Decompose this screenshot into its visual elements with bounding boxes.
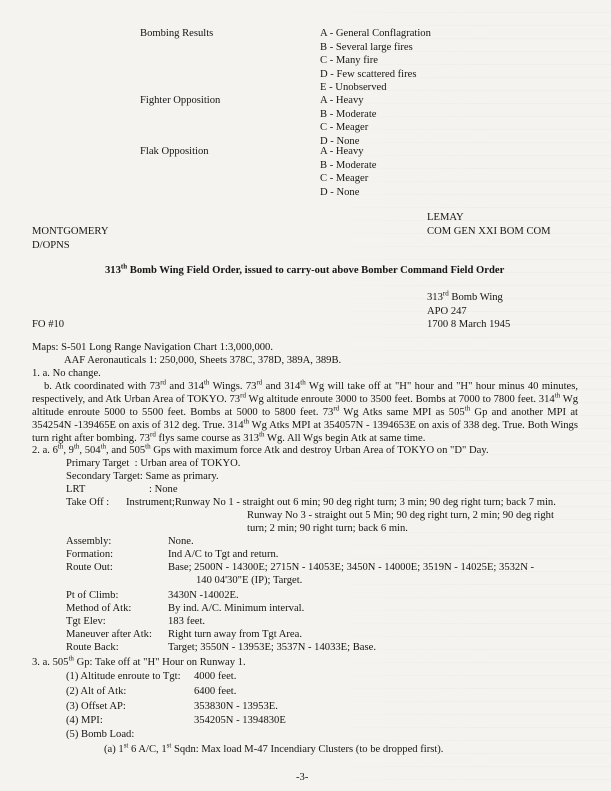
takeoff-line: Instrument;Runway No 1 - straight out 6 min; 90 deg right turn; 3 min; 90 deg right turn; back 7 min.: [126, 497, 556, 508]
rating-label-fighter: Fighter Opposition: [140, 95, 221, 106]
detail-value: 3430N -14002E.: [168, 590, 239, 601]
para-3a: 3. a. 505th Gp: Take off at "H" Hour on Runway 1.: [32, 654, 246, 668]
takeoff-line: Runway No 3 - straight out 5 Min; 90 deg right turn, 2 min; 90 deg right: [247, 510, 554, 521]
detail-label: Tgt Elev:: [66, 616, 106, 627]
page-number: -3-: [296, 772, 309, 783]
detail-value: Base; 2500N - 14300E; 2715N - 14053E; 3450N - 14000E; 3519N - 14025E; 3532N -: [168, 562, 535, 573]
detail-value: By ind. A/C. Minimum interval.: [168, 603, 305, 614]
detail-label: Route Back:: [66, 642, 119, 653]
sub-item-label: (1) Altitude enroute to Tgt:: [66, 671, 181, 682]
wing-name: [427, 291, 503, 304]
rating-option: C - Meager: [320, 122, 369, 133]
target-lrt-value: : None: [149, 484, 178, 495]
sub-item-label: (2) Alt of Atk:: [66, 686, 127, 697]
rating-option: B - Moderate: [320, 159, 377, 171]
sub-item-value: 6400 feet.: [194, 686, 237, 697]
wing-label: Bomb Wing: [448, 292, 503, 303]
para-1b: b. Atk coordinated with 73rd and 314th Wings. 73rd and 314th Wg will take off at "H" hour and "H" hour minus 40 minutes, respectively, and Atk Urban Area of TOKYO. 73rd Wg altitude enroute 3000 to 3500 feet. Bombs at 7000 to 7800 feet. 314th Wg altitude enroute 5000 to 5500 feet. Bombs at 5000 to 5800 feet. 73rd Wg Atks same MPI as 505th Gp and another MPI at 354254N -139465E on axis of 312 deg. True. 314th Wg Atks MPI at 354057N - 1394653E on axis of 338 deg. True. Both Wings turn right after bombing. 73rd flys same course as 313th Wg. All Wgs begin Atk at same time.: [32, 378, 579, 444]
detail-value: Right turn away from Tgt Area.: [168, 629, 302, 640]
field-order-number: FO #10: [32, 319, 65, 330]
detail-value: 183 feet.: [168, 616, 206, 627]
target-value: Same as primary.: [145, 471, 219, 482]
rating-option: E - Unobserved: [320, 82, 387, 93]
detail-label: Method of Atk:: [66, 603, 132, 614]
heading-text: Bomb Wing Field Order, issued to carry-out above Bomber Command Field Order: [127, 265, 505, 276]
para-1a: 1. a. No change.: [32, 368, 101, 379]
target-label: Primary Target: [66, 458, 130, 469]
detail-label: Maneuver after Atk:: [66, 629, 152, 640]
rating-option: B - Several large fires: [320, 41, 413, 53]
rating-option: A - Heavy: [320, 146, 364, 157]
sub-item-value: 4000 feet.: [194, 671, 237, 682]
rating-label-bombing: Bombing Results: [140, 28, 214, 39]
wing-datetime: 1700 8 March 1945: [427, 319, 511, 330]
detail-label: Pt of Climb:: [66, 590, 119, 601]
detail-label: Route Out:: [66, 562, 113, 573]
rating-option: D - None: [320, 186, 360, 198]
heading-number: 313: [105, 265, 121, 276]
maps-line: Maps: S-501 Long Range Navigation Chart 1:3,000,000.: [32, 342, 273, 353]
detail-value: None.: [168, 536, 194, 547]
rating-option: C - Meager: [320, 173, 369, 184]
rating-option: C - Many fire: [320, 55, 378, 66]
wing-suffix: rd: [442, 289, 449, 298]
detail-label: Assembly:: [66, 536, 112, 547]
signoff-montgomery: MONTGOMERY: [32, 226, 109, 237]
rating-option: A - General Conflagration: [320, 28, 431, 39]
target-value: Urban area of TOKYO.: [140, 458, 241, 469]
sub-item-value: 353830N - 13953E.: [194, 701, 278, 712]
wing-apo: APO 247: [427, 305, 467, 317]
signoff-lemay: LEMAY: [427, 212, 464, 223]
rating-option: B - Moderate: [320, 108, 377, 120]
heading-suffix: th: [120, 262, 128, 271]
detail-value: Ind A/C to Tgt and return.: [168, 549, 279, 560]
rating-option: D - None: [320, 135, 360, 147]
rating-label-flak: Flak Opposition: [140, 146, 209, 157]
target-lrt-label: LRT: [66, 484, 86, 495]
section-heading: [105, 264, 504, 277]
detail-value-cont: 140 04'30"E (IP); Target.: [196, 575, 303, 586]
target-label: Secondary Target:: [66, 471, 143, 482]
target-primary: [66, 457, 240, 470]
bomb-load-item: (a) 1st 6 A/C, 1st Sqdn: Max load M-47 Incendiary Clusters (to be dropped first).: [104, 741, 444, 755]
takeoff-line: turn; 2 min; 90 right turn; back 6 min.: [247, 523, 408, 534]
signoff-dopns: D/OPNS: [32, 240, 70, 251]
para-2a: 2. a. 6th, 9th, 504th, and 505th Gps with maximum force Atk and destroy Urban Area of TOKYO on "D" Day.: [32, 442, 489, 456]
sub-item-label: (3) Offset AP:: [66, 701, 126, 712]
wing-number: 313: [427, 292, 443, 303]
sub-item-label: (4) MPI:: [66, 715, 103, 726]
target-sep: :: [129, 458, 141, 469]
target-secondary: [66, 470, 219, 483]
takeoff-label: Take Off :: [66, 497, 110, 508]
maps-line: AAF Aeronauticals 1: 250,000, Sheets 378C, 378D, 389A, 389B.: [64, 355, 342, 366]
rating-option: D - Few scattered fires: [320, 68, 417, 80]
detail-value: Target; 3550N - 13953E; 3537N - 14033E; Base.: [168, 642, 376, 653]
sub-item-value: 354205N - 1394830E: [194, 715, 286, 726]
rating-option: A - Heavy: [320, 95, 364, 106]
sub-item-label: (5) Bomb Load:: [66, 729, 135, 740]
detail-label: Formation:: [66, 549, 114, 560]
signoff-com-gen: COM GEN XXI BOM COM: [427, 226, 551, 237]
